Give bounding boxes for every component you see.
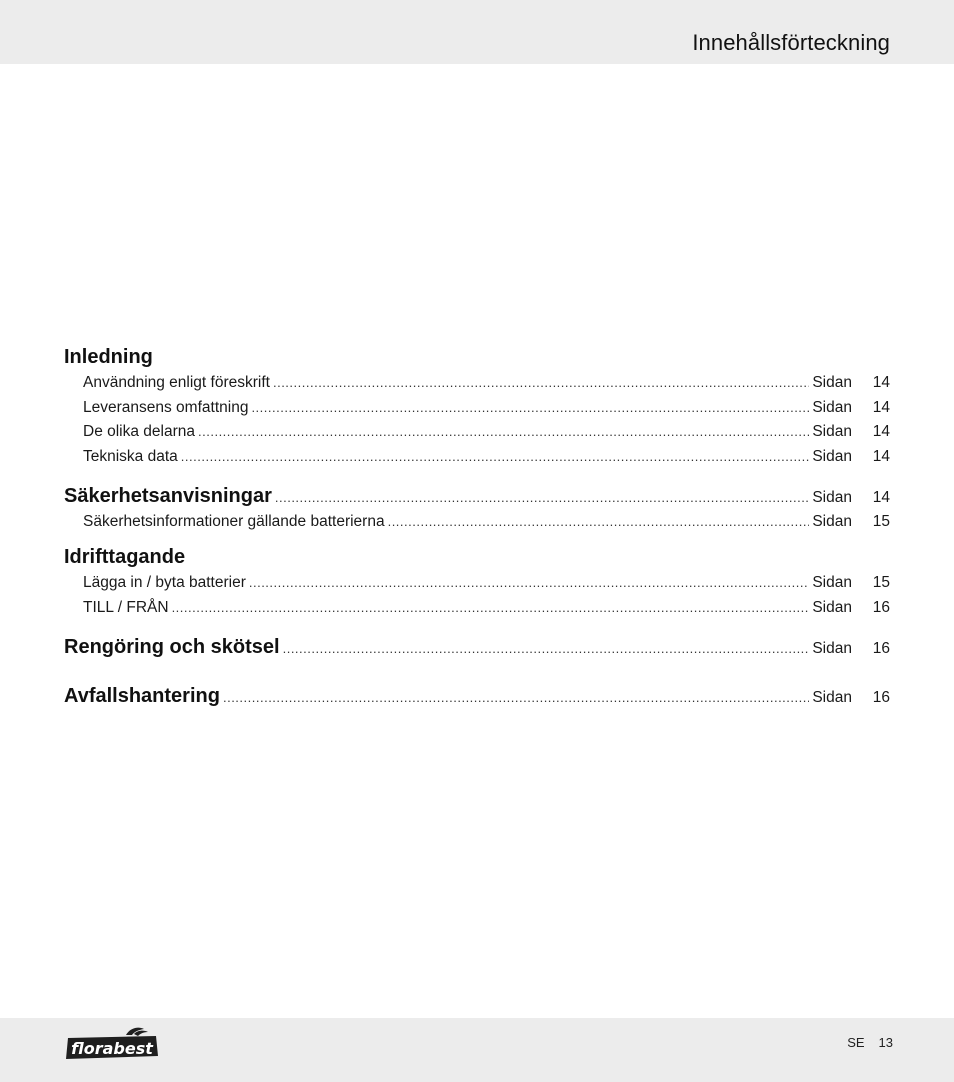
toc-entry[interactable] — [64, 510, 890, 535]
toc-entry[interactable] — [64, 396, 890, 421]
page-title: Innehållsförteckning — [692, 30, 890, 55]
spacer — [64, 661, 890, 682]
toc-entry[interactable] — [64, 420, 890, 445]
toc-page-number: 15 — [872, 574, 890, 592]
leader-dots — [172, 596, 810, 621]
page-prefix: Sidan — [812, 512, 852, 530]
section-heading: Rengöring och skötsel — [64, 635, 280, 658]
table-of-contents — [64, 343, 890, 710]
page-info — [847, 1035, 893, 1050]
toc-main-entry[interactable] — [64, 633, 890, 661]
page-number: 13 — [878, 1035, 893, 1050]
toc-page-number: 16 — [872, 599, 890, 617]
toc-page-number: 14 — [872, 374, 890, 391]
logo-text: florabest — [71, 1039, 153, 1058]
spacer — [64, 470, 890, 482]
page-prefix: Sidan — [812, 374, 852, 391]
page-prefix: Sidan — [812, 423, 852, 441]
section-heading: Säkerhetsanvisningar — [64, 484, 272, 507]
toc-entry-title: TILL / FRÅN — [83, 599, 169, 617]
toc-section-avfallshantering — [64, 682, 890, 710]
toc-page-number: 14 — [872, 448, 890, 466]
toc-section-sakerhetsanvisningar — [64, 482, 890, 535]
toc-entry[interactable] — [64, 571, 890, 596]
toc-page-number: 16 — [872, 639, 890, 657]
toc-entry[interactable] — [64, 445, 890, 470]
leader-dots — [388, 510, 810, 535]
leader-dots — [249, 571, 809, 596]
spacer — [64, 534, 890, 543]
spacer — [64, 621, 890, 633]
leader-dots — [283, 635, 810, 663]
language-code: SE — [847, 1035, 865, 1050]
toc-page-number: 15 — [872, 512, 890, 530]
toc-page-number: 14 — [872, 488, 890, 506]
page-prefix: Sidan — [812, 574, 852, 592]
toc-section-rengoring — [64, 633, 890, 661]
toc-page-number: 14 — [872, 398, 890, 416]
toc-section-idrifttagande — [64, 543, 890, 620]
leader-dots — [223, 684, 809, 712]
toc-page-number: 16 — [872, 688, 890, 706]
toc-entry-title: Säkerhetsinformationer gällande batterierna — [83, 512, 385, 530]
toc-main-entry[interactable] — [64, 682, 890, 710]
toc-entry[interactable] — [64, 371, 890, 396]
page-prefix: Sidan — [812, 639, 852, 657]
page-prefix: Sidan — [812, 688, 852, 706]
toc-entry-title: Lägga in / byta batterier — [83, 574, 246, 592]
toc-entry-title: Tekniska data — [83, 448, 178, 466]
page-prefix: Sidan — [812, 448, 852, 466]
leader-dots — [181, 445, 810, 470]
toc-section-inledning — [64, 343, 890, 470]
florabest-logo — [64, 1026, 160, 1062]
section-heading: Inledning — [64, 346, 153, 368]
toc-main-entry[interactable] — [64, 482, 890, 510]
page-prefix: Sidan — [812, 398, 852, 416]
toc-page-number: 14 — [872, 423, 890, 441]
toc-entry-title: Användning enligt föreskrift — [83, 374, 270, 391]
toc-entry-title: De olika delarna — [83, 423, 196, 441]
leader-dots — [251, 396, 809, 421]
toc-entry[interactable] — [64, 596, 890, 621]
page-prefix: Sidan — [812, 599, 852, 617]
section-heading: Idrifttagande — [64, 546, 186, 569]
page-prefix: Sidan — [812, 488, 852, 506]
leader-dots — [275, 484, 809, 512]
leader-dots — [198, 420, 809, 445]
leader-dots — [273, 371, 809, 396]
section-heading: Avfallshantering — [64, 684, 220, 707]
toc-entry-title: Leveransens omfattning — [83, 398, 249, 416]
